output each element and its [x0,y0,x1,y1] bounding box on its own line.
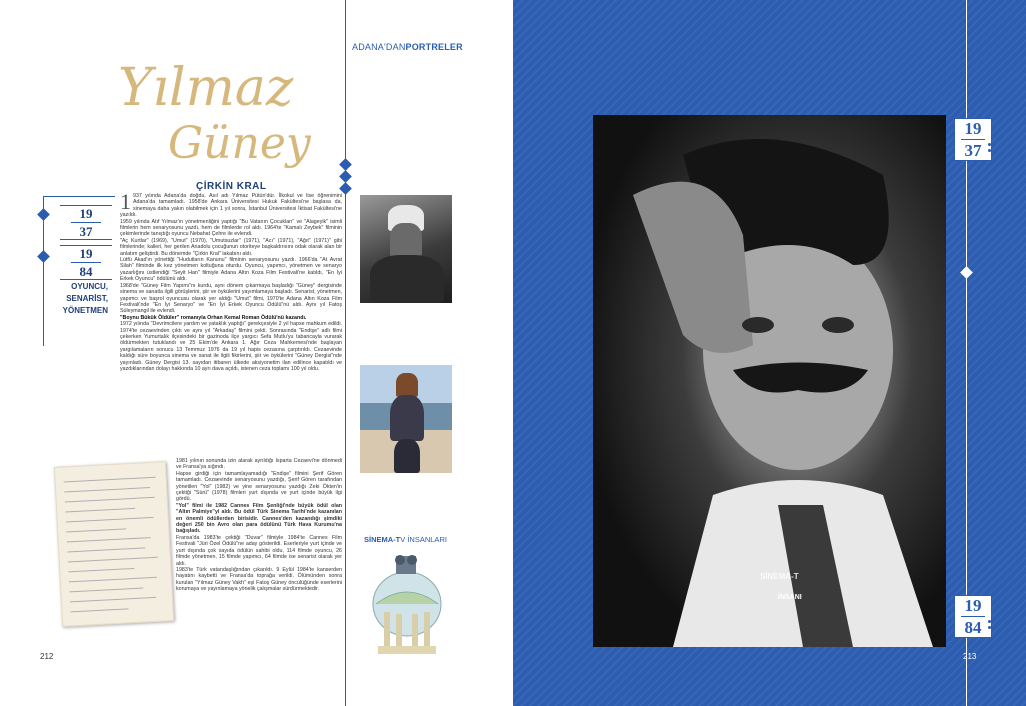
body-paragraph: Hapse girdiği için tamamlayamadığı "Endişe" filmini Şerif Gören tamamladı. Cezaevinde senaryosunu yazdığı, Şerif Gören tarafından yönetilen "Yol" (1982) ve yine senaryosunu yazdığı Zeki Ökten'in çektiği "Sürü" (1978) filmleri yurt dışında ve yurt içinde büyük ilgi gördü. [176,470,342,503]
birth-year-box [60,205,112,240]
death-year-box [60,245,112,280]
death-year-top: 19 [79,246,93,261]
divider [43,196,115,197]
cinema-monument-illustration [366,552,448,658]
right-margin [947,115,997,655]
kicker-bold: PORTRELER [405,42,463,52]
death-year-bottom: 84 [964,618,982,637]
body-paragraph: Fransa'da 1983'te çektiği "Duvar" filmiyle 1984'te Cannes Film Festivali "Jüri Özel Ödülü"ne aday gösterildi. Eserleriyle yurt içinde ve yurt dışında çok sayıda ödülün sahibi oldu, 114 filmde oyuncu, 26 filmde yönetmen, 15 filmde yapımcı, 64 filmde ise senarist olarak yer aldı. [176,534,342,567]
section-kicker [352,42,463,52]
body-paragraph: Lütfü Akad'ın yönettiği "Hudutların Kanunu" filminin senaryosunu yazdı. 1966'da "At Avrat Silah" filminde ilk kez yönetmen koltuğuna oturdu. Oyuncu, yapımcı, yönetmen ve senaryo yazarlığını üstlendiği "Seyit Han" filmiyle Adana Altın Koza Film Festivali'ne katıldı, "En İyi Erkek Oyuncu" ödülünü aldı. [120,257,342,283]
roles-list [46,281,108,317]
body-paragraph: 1981 yılının sonunda izin alarak ayrıldığı Isparta Cezaevi'ne dönmedi ve Fransa'ya sığındı. [176,458,342,471]
death-year-top: 19 [964,596,982,615]
watermark-top: SİNEMA-T [760,572,799,581]
drop-cap: 1 [120,189,131,214]
highlight-paragraph: "Yol" filmi ile 1982 Cannes Film Şenliği'nde büyük ödül olan "Altın Palmiye"yi aldı. Bu ödül Türk Sinema Tarihi'nde kazanılan en önemli ödüllerden birisidir. Cannes'den kazandığı şimdiki değeri 250 bin Avro olan para ödülünü Türk Hava Kurumu'na bağışladı. [176,502,342,535]
dot-ornament [988,617,991,632]
role-item: YÖNETMEN [62,306,108,315]
body-paragraph: 937 yılında Adana'da doğdu. Asıl adı Yılmaz Pütün'dür. İlkokul ve lise öğrenimini Adana'da tamamladı. 1958'de Ankara Üniversitesi Hukuk Fakültesi'ne başlasa da, sinemaya daha yakın olabilmek için 1 yıl sonra, İstanbul Üniversitesi İktisat Fakültesi'ne yazıldı. [120,193,342,219]
birth-year-box-right [954,118,992,161]
title-last-name: Güney [168,118,311,169]
biography-column [120,189,342,372]
role-item: SENARİST, [66,294,108,303]
column-rule [345,0,346,706]
diamond-ornament [37,208,50,221]
death-year-box-right [954,595,992,638]
biography-column-2 [176,458,342,593]
role-item: OYUNCU, [71,282,108,291]
body-paragraph: 1972 yılında "Devrimcilere yardım ve yataklık yaptığı" gerekçesiyle 2 yıl hapse mahkum edildi. 1974'te cezaevinden çıktı ve aynı yıl "Arkadaş" filmini çekti. Sonrasında "Endişe" adlı filmi çekerken Yumurtalık ilçesindeki bir gazinoda ilçe yargıcı Sefa Mutlu'yu tabancayla vurarak öldürmekten tutuklandı ve 25 Ekim'de Ankara 1. Ağır Ceza Mahkemesi'nde başlayan yargılamaların sonucu 13 Temmuz 1976 da 19 yıl hapis cezasına çarptırıldı. Cezaevinde kaldığı süre boyunca sinema ve sanat ile ilgili fikirlerini, şiir ve öykülerini "Güney Dergisi"nde yayınladı. Güney Dergisi 13. sayıdan itibaren ülkede aksiyonetim ilan edilince kapatıldı ve yazdıklarından dolayı hakkında 10 ayrı dava açıldı, istenen ceza toplamı 100 yıl oldu. [120,321,342,372]
page-number-left: 212 [40,652,54,661]
birth-year-top: 19 [79,206,93,221]
diamond-ornament [37,250,50,263]
title-first-name: Yılmaz [118,58,294,118]
portrait-photo-yilmaz-guney [593,115,946,647]
kicker-prefix: ADANA'DAN [352,42,406,52]
dot-ornament [988,140,991,155]
photo-seaside-guney [360,365,452,473]
body-paragraph: 1968'de "Güney Film Yapımı"nı kurdu, aynı dönem çıkarmaya başladığı "Güney" dergisinde sinema ve sanatla ilgili görüşlerini, şiir ve öykülerini yayımlamaya başladı. Senarist, yönetmen, yapımcı ve başrol oyuncusu olarak yer aldığı "Umut" filmi, 1970'te Adana Altın Koza Film Festivali'nde "En İyi Senaryo" ve "En İyi Erkek Oyuncu Ödülü"nü aldı. Aynı yıl Fatoş Süleymangil ile evlendi. [120,282,342,315]
subtitle: ÇİRKİN KRAL [196,181,267,192]
birth-year-top: 19 [964,119,982,138]
death-year-bottom: 84 [79,264,93,279]
birth-year-bottom: 37 [964,141,982,160]
page-number-right: 213 [963,652,977,661]
body-paragraph: "Aç Kurtlar" (1969), "Umut" (1970), "Umutsuzlar" (1971), "Acı" (1971), "Ağıt" (1971)" gibi filmlerinde; kalleri, her gerilen Anadolu çocuğunun otoriteye başkaldırısını odak olarak alan bir anlatım geliştirdi. Bu dönemde "Çirkin Kral" lakabını aldı. [120,237,342,257]
photo-young-guney [360,195,452,303]
sinema-insanlari-label: SİNEMA-TV İNSANLARI [364,535,447,544]
birth-year-bottom: 37 [79,224,93,239]
highlight-paragraph: "Boynu Bükük Öldüler" romanıyla Orhan Kemal Roman Ödülü'nü kazandı. [120,314,307,321]
watermark-bottom: İNSANI [778,594,802,601]
body-paragraph: 1959 yılında Atıf Yılmaz'ın yönetmenliğini yaptığı "Bu Vatanın Çocukları" ve "Alageyik" isimli filmlerin hem senaryosunu yazdı, hem de filmlerde rol aldı. 1964'te "Kamalı Zeybek" filminin çekimlerinde tanıştığı oyuncu Nebahat Çehre ile evlendi. [120,218,342,238]
body-paragraph: 1983'te Türk vatandaşlığından çıkarıldı. 9 Eylül 1984'te kanserden hayatını kaybetti ve Fransa'da toprağa verildi. Ölümünden sonra kurulan "Yılmaz Güney Vakfı" eşi Fatoş Güney öncülüğünde eserlerini korumaya ve yayınlamaya yönelik çalışmalar sürdürmektedir. [176,566,342,593]
handwritten-letter-image [54,461,174,627]
